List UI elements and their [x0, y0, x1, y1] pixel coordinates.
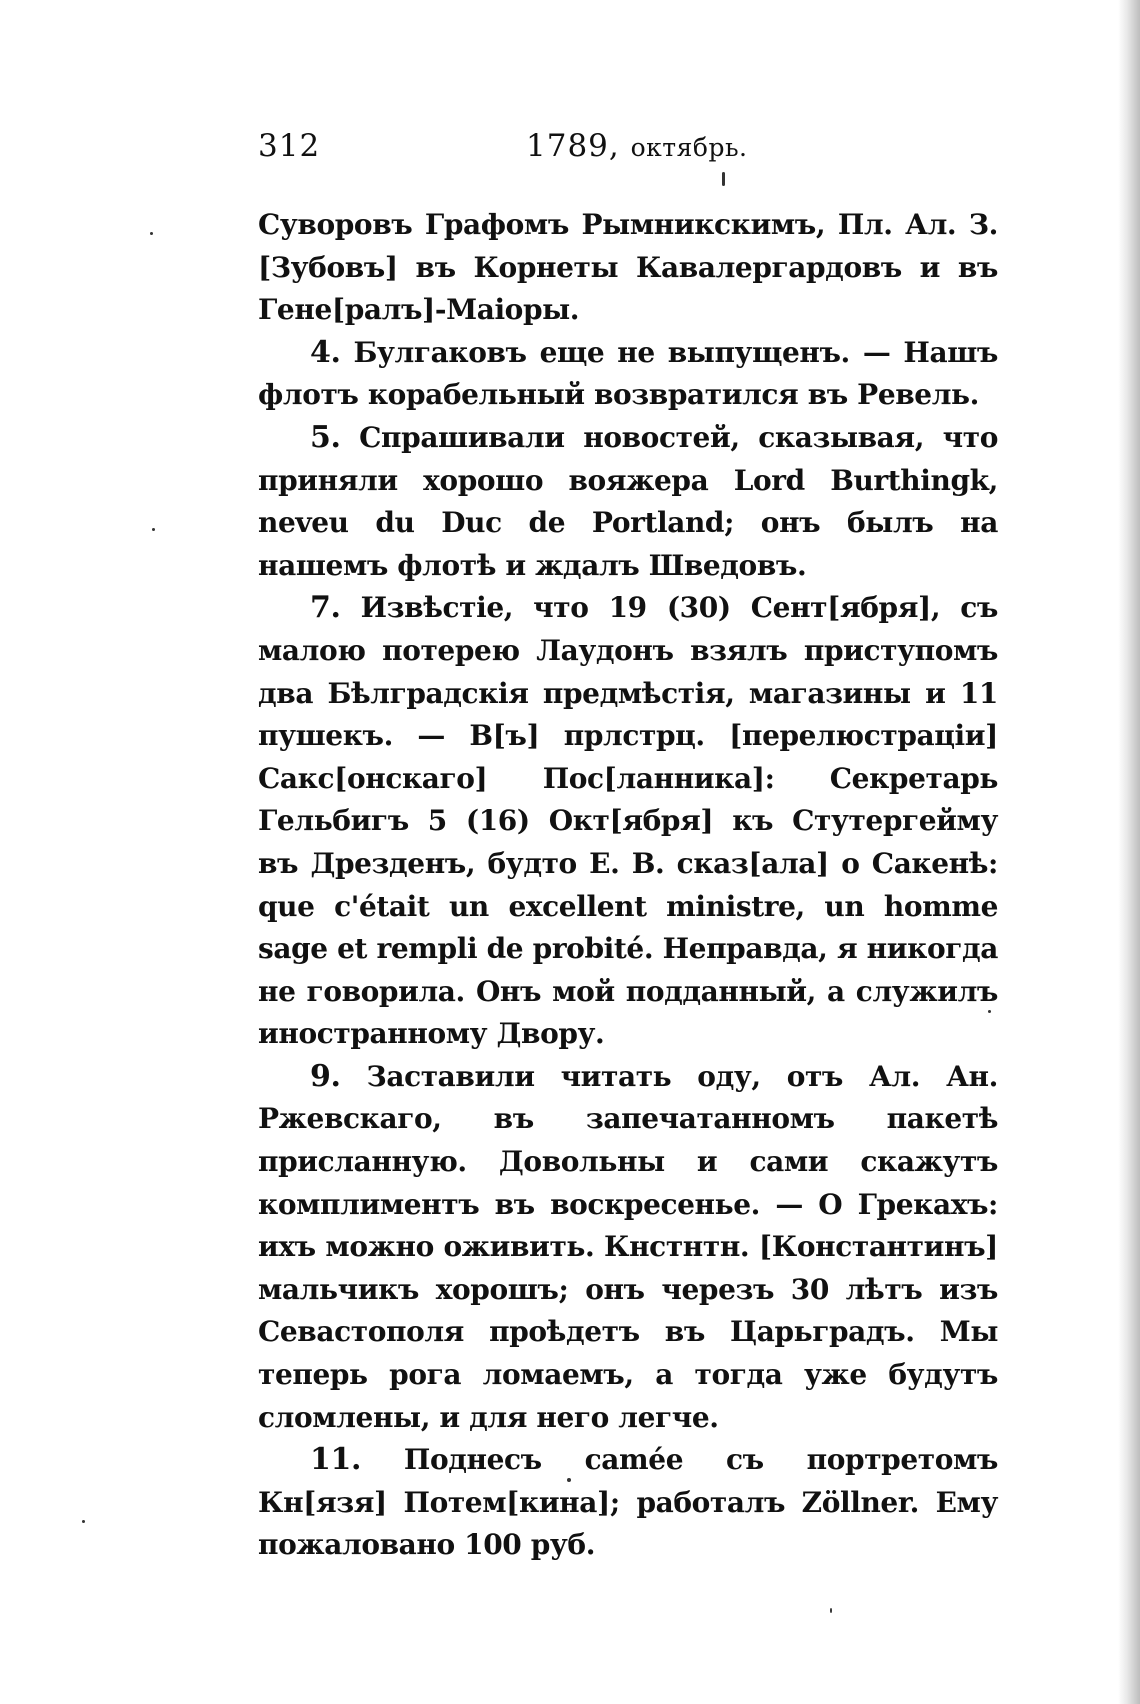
page-header — [258, 128, 998, 168]
page-edge-shadow — [1118, 0, 1140, 1704]
scan-speck — [152, 528, 155, 531]
entry-day: 7. — [310, 590, 341, 626]
entry-text: Заставили читать оду, отъ Ал. Ан. Ржевскаго, въ запечатанномъ пакетѣ присланную. Довольны и сами скажутъ комплиментъ въ воскресенье. — О Грекахъ: ихъ можно оживить. Кнстнтн. [Константинъ] мальчикъ хорошъ; онъ черезъ 30 лѣтъ изъ Севастополя проѣдетъ въ Царьградъ. Мы теперь рога ломаемъ, а тогда уже будутъ сломлены, и для него легче. — [258, 1059, 998, 1434]
header-month: октябрь. — [630, 133, 748, 162]
entry-text: Поднесъ camée съ портретомъ Кн[язя] Потем[кина]; работалъ Zöllner. Ему пожаловано 100 руб. — [258, 1443, 998, 1562]
scan-speck — [722, 172, 725, 186]
diary-entry — [258, 332, 998, 417]
diary-text — [258, 204, 998, 1567]
diary-paragraph — [258, 204, 998, 332]
entry-text: Булгаковъ еще не выпущенъ. — Нашъ флотъ корабельный возвратился въ Ревель. — [258, 335, 998, 412]
entry-text: Спрашивали новостей, сказывая, что приняли хорошо вояжера Lord Burthingk, neveu du Duc de Portland; онъ былъ на нашемъ флотѣ и ждалъ Шведовъ. — [258, 420, 998, 582]
paragraph-text: Суворовъ Графомъ Рымникскимъ, Пл. Ал. З. [Зубовъ] въ Корнеты Кавалергардовъ и въ Гене[ралъ]-Маіоры. — [258, 208, 998, 327]
entry-day: 4. — [310, 334, 341, 370]
entry-day: 9. — [310, 1058, 341, 1094]
diary-entry — [258, 1439, 998, 1567]
page-number: 312 — [258, 128, 321, 164]
diary-entry — [258, 587, 998, 1056]
scan-speck — [150, 232, 153, 235]
entry-day: 5. — [310, 419, 341, 455]
entry-day: 11. — [310, 1442, 361, 1478]
scan-speck — [830, 1608, 832, 1613]
entry-text: Извѣстіе, что 19 (30) Сент[ября], съ малою потерею Лаудонъ взялъ приступомъ два Бѣлградскія предмѣстія, магазины и 11 пушекъ. — В[ъ] прлстрц. [перелюстраціи] Сакс[онскаго] Пос[ланника]: Секретарь Гельбигъ 5 (16) Окт[ября] къ Стутергейму въ Дрезденъ, будто Е. В. сказ[ала] о Сакенѣ: que c'était un excellent ministre, un homme sage et rempli de probité. Неправда, я никогда не говорила. Онъ мой подданный, а служилъ иностранному Двору. — [258, 591, 998, 1051]
diary-entry — [258, 1056, 998, 1439]
scan-speck — [988, 1010, 991, 1013]
diary-entry — [258, 417, 998, 587]
scan-speck — [82, 1520, 85, 1523]
running-head — [526, 128, 748, 164]
scan-speck — [567, 1478, 571, 1482]
header-year: 1789, — [526, 128, 620, 164]
